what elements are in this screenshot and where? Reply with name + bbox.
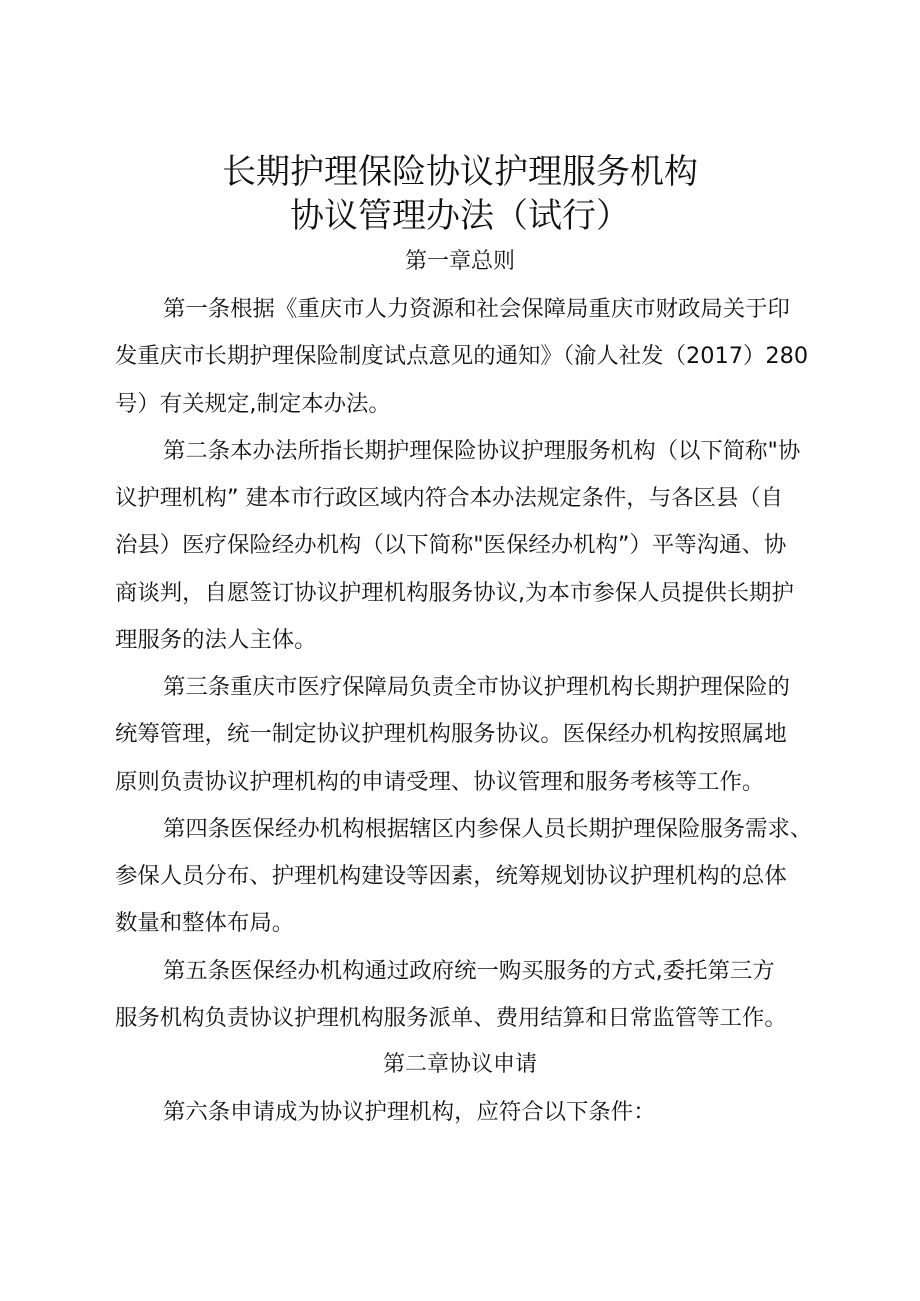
article-4-line-1: 第四条医保经办机构根据辖区内参保人员长期护理保险服务需求、 [163,816,813,842]
article-3-line-3: 原则负责协议护理机构的申请受理、协议管理和服务考核等工作。 [115,769,765,795]
article-1-line-3: 号）有关规定,制定本办法。 [115,391,391,417]
article-2-line-4: 商谈判，自愿签订协议护理机构服务协议,为本市参保人员提供长期护 [115,580,794,606]
article-5-line-1: 第五条医保经办机构通过政府统一购买服务的方式,委托第三方 [163,958,775,984]
article-3-line-2: 统筹管理，统一制定协议护理机构服务协议。医保经办机构按照属地 [115,721,787,747]
document-title-line-1: 长期护理保险协议护理服务机构 [222,152,698,192]
article-4-line-3: 数量和整体布局。 [115,910,295,936]
article-2-line-1: 第二条本办法所指长期护理保险协议护理服务机构（以下简称"协 [163,438,801,464]
article-6-line-1: 第六条申请成为协议护理机构，应符合以下条件： [163,1099,656,1125]
article-1-line-1: 第一条根据《重庆市人力资源和社会保障局重庆市财政局关于印 [163,296,790,322]
article-2-line-3: 治县）医疗保险经办机构（以下简称"医保经办机构”）平等沟通、协 [115,532,787,558]
article-1-line-2: 发重庆市长期护理保险制度试点意见的通知》（渝人社发（2017）280 [115,343,809,369]
article-4-line-2: 参保人员分布、护理机构建设等因素，统筹规划协议护理机构的总体 [115,863,787,889]
article-3-line-1: 第三条重庆市医疗保障局负责全市协议护理机构长期护理保险的 [163,674,790,700]
document-title-line-2: 协议管理办法（试行） [290,196,630,236]
article-5-line-2: 服务机构负责协议护理机构服务派单、费用结算和日常监管等工作。 [115,1005,787,1031]
chapter-2-heading: 第二章协议申请 [382,1052,537,1077]
article-2-line-5: 理服务的法人主体。 [115,627,317,653]
chapter-1-heading: 第一章总则 [404,249,515,274]
article-2-line-2: 议护理机构” 建本市行政区域内符合本办法规定条件，与各区县（自 [115,485,784,511]
